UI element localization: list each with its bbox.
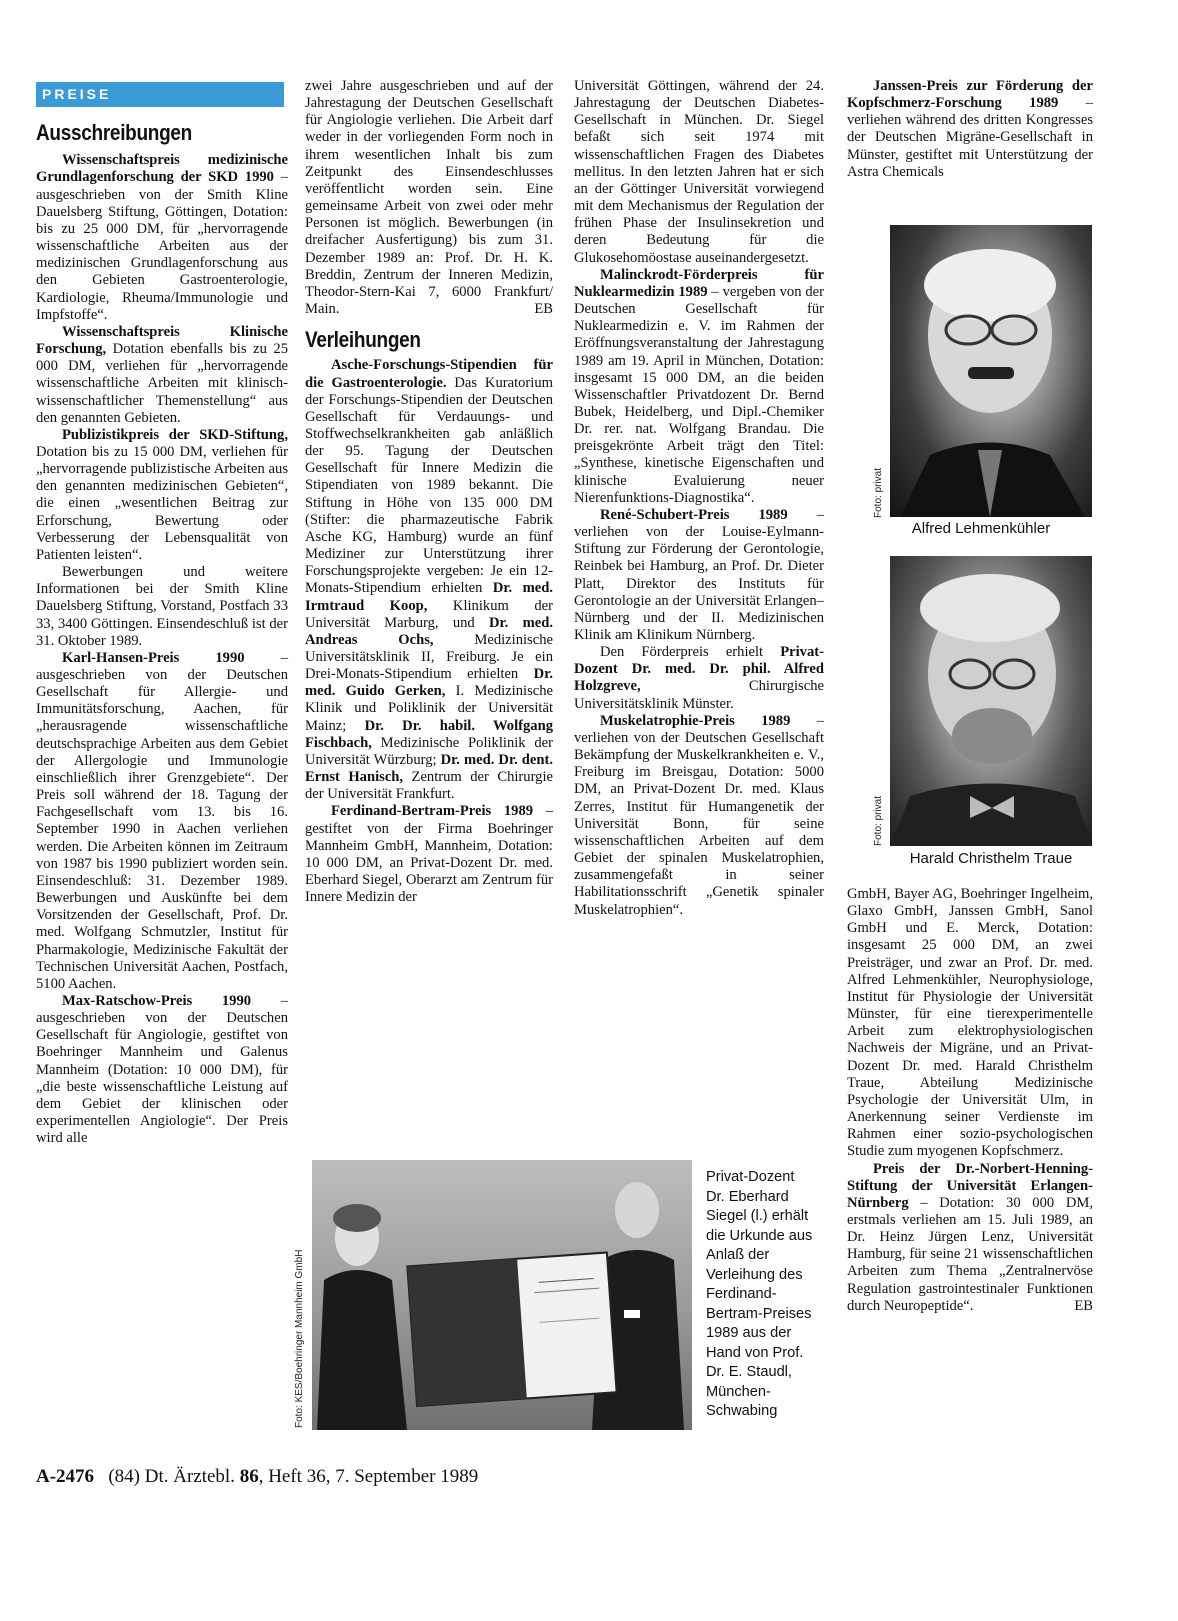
article-paragraph bbox=[574, 644, 824, 713]
author-signature: EB bbox=[1074, 1297, 1093, 1314]
article-paragraph bbox=[305, 357, 553, 803]
recipient-name: Dr. med. Irmtraud Koop, bbox=[305, 580, 553, 614]
page-footer bbox=[36, 1466, 478, 1488]
photo-caption: Privat-Dozent Dr. Eberhard Siegel (l.) erhält die Urkunde aus Anlaß der Verleihung des Ferdinand-Bertram-Preises 1989 aus der Hand von Prof. Dr. E. Staudl, München-Schwabing bbox=[706, 1169, 813, 1419]
volume-number: 86 bbox=[239, 1466, 259, 1487]
article-paragraph bbox=[36, 324, 288, 427]
column-3 bbox=[574, 78, 824, 919]
article-paragraph: GmbH, Bayer AG, Boehringer Ingelheim, Glaxo GmbH, Janssen GmbH, Sanol GmbH und E. Merck, Dotation: insgesamt 25 000 DM, an zwei Preisträger, und zwar an Prof. Dr. med. Alfred Lehmenkühler, Neurophysiologe, Institut für Physiologie der Universität Münster, für eine tierexperimentelle Arbeit zum elektrophysiologischen Nachweis der Migräne, und an Privat-Dozent Dr. med. Harald Christhelm Traue, Abteilung Medizinische Psychologie der Universität Ulm, in Anerkennung seiner Verdienste im Rahmen einer sozio-psychologischen Studie zum myogenen Kopfschmerz. bbox=[847, 886, 1093, 1160]
recipient-name: Dr. med. Guido Gerken, bbox=[305, 666, 553, 700]
article-paragraph: Universität Göttingen, während der 24. Jahrestagung der Deutschen Diabetes-Gesellschaft in München. Dr. Siegel befaßt sich seit 1974 mit wissenschaftlichen Fragen des Diabetes mellitus. In den letzten Jahren hat er sich an der Göttinger Universität vorwiegend mit dem Mechanismus der Regulation der frühen Phase der Insulinsekretion und deren Bedeutung für die Glukosehomöostase auseinandergesetzt. bbox=[574, 78, 824, 266]
paragraph-text: – verliehen von der Louise-Eylmann-Stiftung zur Förderung der Gerontologie, Reinbek bei Hamburg, an Prof. Dr. Dieter Platt, Direktor des Instituts für Gerontologie an der Universität Erlangen–Nürnberg und der II. Medizinischen Klinik am Klinikum Nürnberg. bbox=[574, 506, 824, 643]
author-signature: EB bbox=[534, 301, 553, 318]
paragraph-text: I. Medizinische Klinik und Poliklinik der Universität Mainz; bbox=[305, 683, 553, 734]
article-paragraph bbox=[574, 267, 824, 507]
award-ceremony-photo bbox=[312, 1160, 692, 1430]
article-paragraph bbox=[36, 427, 288, 564]
ceremony-scene bbox=[312, 1160, 692, 1430]
journal-issue: , Heft 36, 7. September 1989 bbox=[258, 1466, 479, 1487]
award-title: Preis der Dr.-Norbert-Henning-Stiftung der Universität Erlangen-Nürnberg bbox=[847, 1160, 1093, 1211]
paragraph-text: – ausgeschrieben von der Smith Kline Dauelsberg Stiftung, Göttingen, Dotation: bis zu 25 000 DM, für „hervorragende wissenschaftliche Arbeiten aus der medizinischen Grundlagenforschung aus den Gebieten Gastroenterologie, Kardiologie, Rheuma/Immunologie und Impfstoffe“. bbox=[36, 169, 288, 323]
paragraph-text: – ausgeschrieben von der Deutschen Gesellschaft für Angiologie, gestiftet von Boehringer Mannheim und Galenus Mannheim (Dotation: 10 000 DM), für „die beste wissenschaftliche Leistung auf dem Gebiet der klinischen oder experimentellen Angiologie“. Der Preis wird alle bbox=[36, 992, 288, 1147]
article-paragraph bbox=[36, 650, 288, 993]
column-4-bottom bbox=[847, 886, 1093, 1315]
photo-credit: Foto: privat bbox=[873, 795, 884, 846]
award-title: Muskelatrophie-Preis 1989 bbox=[600, 712, 791, 729]
award-title: Max-Ratschow-Preis 1990 bbox=[62, 992, 252, 1009]
portrait-photo-traue bbox=[890, 556, 1092, 846]
paragraph-text: Chirurgische Universitätsklinik Münster. bbox=[574, 678, 824, 712]
article-paragraph bbox=[574, 507, 824, 644]
section-banner: PREISE bbox=[36, 82, 284, 107]
paragraph-text: – verliehen von der Deutschen Gesellschaft Bekämpfung der Muskelkrankheiten e. V., Freiburg im Breisgau, Dotation: 5000 DM, an Privat-Dozent Dr. med. Klaus Zerres, Institut für Humangenetik der Universität Bonn, für seine wissenschaftlichen Arbeiten auf dem Gebiet der spinalen Muskelatrophien, zusammengefaßt in seiner Habilitationsschrift „Genetik spinaler Muskelatrophien“. bbox=[574, 712, 824, 918]
journal-ref: (84) Dt. Ärztebl. bbox=[108, 1466, 240, 1487]
column-4-top bbox=[847, 78, 1093, 181]
award-title: Publizistikpreis der SKD-Stiftung, bbox=[62, 426, 288, 443]
paragraph-text: Dotation bis zu 15 000 DM, verliehen für „hervorragende publizistische Arbeiten aus den genannten medizinischen Gebieten“, die einen „wesentlichen Beitrag zur Erforschung, Bewertung oder Verbesserung der Lebensqualität von Patienten leisten“. bbox=[36, 443, 288, 563]
photo-credit: Foto: KES/Boehringer Mannheim GmbH bbox=[294, 1249, 305, 1428]
article-paragraph bbox=[847, 78, 1093, 181]
article-paragraph: Bewerbungen und weitere Informationen bei der Smith Kline Dauelsberg Stiftung, Vorstand, Postfach 33 33, 3400 Göttingen. Einsendeschluß ist der 31. Oktober 1989. bbox=[36, 564, 288, 649]
paragraph-text: Dotation ebenfalls bis zu 25 000 DM, verliehen für „hervorragende wissenschaftliche Arbeiten mit klinisch-wissenschaftlicher Themenstellung“ aus den genannten Gebieten. bbox=[36, 341, 288, 426]
paragraph-text: Medizinische Universitätsklinik II, Freiburg. Je ein Drei-Monats-Stipendium erhielten bbox=[305, 631, 553, 683]
award-title: Malinckrodt-Förderpreis für Nuklearmedizin 1989 bbox=[574, 266, 824, 300]
paragraph-text: Klinikum der Universität Marburg, und bbox=[305, 597, 553, 631]
award-title: Janssen-Preis zur Förderung der Kopfschmerz-Forschung 1989 bbox=[847, 78, 1093, 112]
article-paragraph bbox=[36, 152, 288, 324]
article-paragraph bbox=[305, 803, 553, 906]
photo-credit: Foto: privat bbox=[873, 467, 884, 518]
heading-verleihungen: Verleihungen bbox=[305, 328, 421, 353]
paragraph-text: Medizinische Poliklinik der Universität Würzburg; bbox=[305, 734, 553, 768]
paragraph-text: – verliehen während des dritten Kongresses der Deutschen Migräne-Gesellschaft in Münster, gestiftet mit Unterstützung der Astra Chemicals bbox=[847, 95, 1093, 180]
award-title: Wissenschaftspreis Klinische Forschung, bbox=[36, 323, 288, 358]
portrait-silhouette bbox=[890, 556, 1092, 846]
portrait-silhouette bbox=[890, 225, 1092, 517]
award-title: Wissenschaftspreis medizinische Grundlagenforschung der SKD 1990 bbox=[36, 152, 288, 186]
paragraph-text: – Dotation: 30 000 DM, erstmals verliehen am 15. Juli 1989, an Dr. Heinz Jürgen Lenz, Universität Hamburg, für seine 21 wissenschaftlichen Arbeiten zum Thema „Zentralnervöse Regulation gastrointestinaler Funktionen durch Neuropeptide“. bbox=[847, 1194, 1093, 1314]
photo-caption: Alfred Lehmenkühler bbox=[911, 520, 1051, 537]
column-1 bbox=[36, 78, 288, 1147]
recipient-name: Dr. Dr. habil. Wolfgang Fischbach, bbox=[305, 717, 553, 751]
photo-caption: Harald Christhelm Traue bbox=[909, 850, 1073, 867]
portrait-photo-lehmenkuehler bbox=[890, 225, 1092, 517]
article-paragraph bbox=[36, 993, 288, 1147]
heading-ausschreibungen: Ausschreibungen bbox=[36, 121, 192, 146]
paragraph-text: Den Förderpreis erhielt bbox=[600, 644, 781, 661]
page-number: A-2476 bbox=[36, 1466, 95, 1487]
paragraph-text: Zentrum der Chirurgie der Universität Frankfurt. bbox=[305, 769, 554, 803]
recipient-name: Privat-Dozent Dr. med. Dr. phil. Alfred Holzgreve, bbox=[574, 644, 824, 695]
article-paragraph bbox=[847, 1161, 1093, 1315]
award-title: Karl-Hansen-Preis 1990 bbox=[62, 649, 245, 666]
award-title: René-Schubert-Preis 1989 bbox=[600, 506, 788, 523]
paragraph-text: – vergeben von der Deutschen Gesellschaft für Nuklearmedizin e. V. im Rahmen der Eröffnungsveranstaltung der Jahrestagung 1989 am 19. April in München, Dotation: insgesamt 15 000 DM, an die beiden Wissenschaftler Privatdozent Dr. Bernd Bubek, Heidelberg, und Dipl.-Chemiker Dr. rer. nat. Wolfgang Brandau. Die preisgekrönte Arbeit trägt den Titel: „Synthese, kinetische Eigenschaften und klinische Evaluierung neuer Nierenfunktions-Diagnostika“. bbox=[574, 283, 824, 506]
paragraph-text: zwei Jahre ausgeschrieben und auf der Jahrestagung der Deutschen Gesellschaft für Angiologie verliehen. Die Arbeit darf weder in der vorliegenden Form noch in ihrem wesentlichen Inhalt bis zum Zeitpunkt des Einsendeschlusses veröffentlicht worden sein. Eine gemeinsame Arbeit von zwei oder mehr Personen ist möglich. Bewerbungen (in dreifacher Ausfertigung) bis zum 31. Dezember 1989 an: Prof. Dr. H. K. Breddin, Zentrum der Inneren Medizin, Theodor-Stern-Kai 7, 6000 Frankfurt/ Main. bbox=[305, 78, 553, 318]
award-title: Ferdinand-Bertram-Preis 1989 bbox=[331, 803, 534, 820]
award-title: Asche-Forschungs-Stipendien für die Gastroenterologie. bbox=[305, 357, 553, 391]
paragraph-text: Das Kuratorium der Forschungs-Stipendien der Deutschen Gesellschaft für Verdauungs- und Stoffwechselkrankheiten gab anläßlich der 95. Tagung der Deutschen Gesellschaft für Innere Medizin die Stipendiaten von 1989 bekannt. Die Stiftung in Höhe von 135 000 DM (Stifter: die pharmazeutische Fabrik Asche KG, Hamburg) wurde an fünf Mediziner zur Unterstützung ihrer Forschungsprojekte vergeben: Je ein 12-Monats-Stipendium erhielten bbox=[305, 374, 553, 597]
recipient-name: Dr. med. Dr. dent. Ernst Hanisch, bbox=[305, 751, 553, 786]
paragraph-text: – gestiftet von der Firma Boehringer Mannheim GmbH, Mannheim, Dotation: 10 000 DM, an Privat-Dozent Dr. med. Eberhard Siegel, Oberarzt am Zentrum für Innere Medizin der bbox=[305, 803, 553, 906]
recipient-name: Dr. med. Andreas Ochs, bbox=[305, 614, 553, 648]
paragraph-text: – ausgeschrieben von der Deutschen Gesellschaft für Allergie- und Immunitätsforschung, Aachen, für „herausragende wissenschaftliche deutschsprachige Arbeiten aus dem Gebiet der Allergologie und Immunologie einschließlich ihrer Grenzgebiete“. Der Preis soll während der 18. Tagung der Fachgesellschaft vom 13. bis 16. September 1990 in Aachen verliehen werden. Die Arbeiten können im Zeitraum von 1987 bis 1990 publiziert worden sein. Einsendeschluß: 31. Dezember 1989. Bewerbungen und Auskünfte bei dem Vorsitzenden der Gesellschaft, Prof. Dr. med. Wolfgang Schmutzler, Institut für Pharmakologie, Medizinische Fakultät der Technischen Universität Aachen, Postfach, 5100 Aachen. bbox=[36, 649, 288, 992]
column-2 bbox=[305, 78, 553, 906]
article-paragraph bbox=[574, 713, 824, 919]
article-paragraph bbox=[305, 78, 553, 318]
